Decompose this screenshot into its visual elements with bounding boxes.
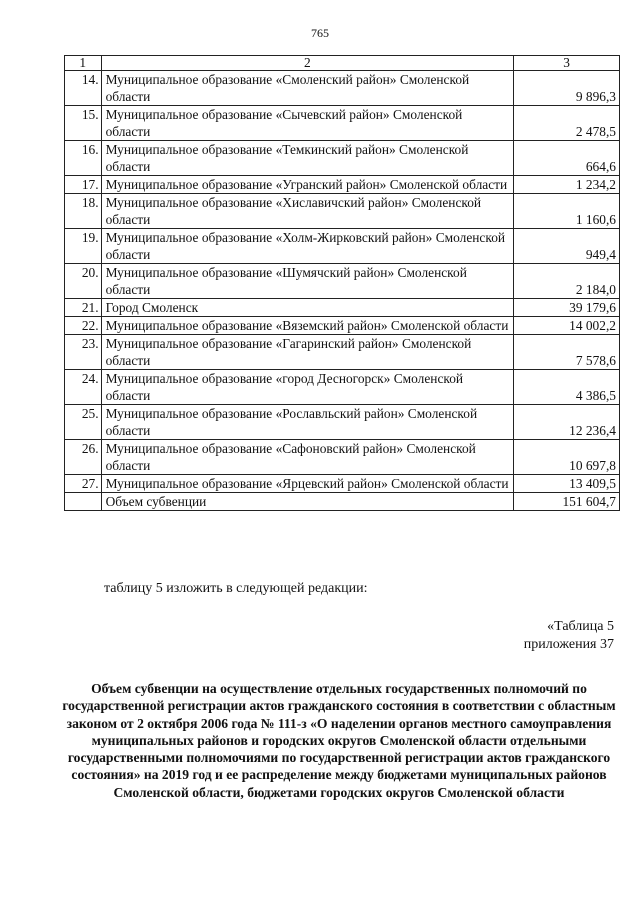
subvention-value: 10 697,8 [514,440,620,475]
table-row [65,264,620,299]
row-number: 24. [65,370,102,405]
row-number: 18. [65,194,102,229]
subvention-value: 12 236,4 [514,405,620,440]
page-number: 765 [311,26,329,40]
table-reference-line-1: «Таблица 5 [547,619,614,634]
table-row [65,194,620,229]
table-row [65,370,620,405]
table-row [65,475,620,493]
municipality-name: Город Смоленск [101,299,514,317]
row-number: 26. [65,440,102,475]
subvention-value: 14 002,2 [514,317,620,335]
subvention-value: 1 234,2 [514,176,620,194]
table-row [65,440,620,475]
municipality-name: Муниципальное образование «город Десногорск» Смоленской области [101,370,514,405]
header-col-1: 1 [65,56,102,71]
section-title: Объем субвенции на осуществление отдельных государственных полномочий по государственной регистрации актов гражданского состояния в соответствии с областным законом от 2 октября 2006 года № 111-з «О наделении органов местного самоуправления муниципальных районов и городских округов Смоленской области отдельными государственными полномочиями по государственной регистрации актов гражданского состояния» на 2019 год и ее распределение между бюджетами муниципальных районов Смоленской области, бюджетами городских округов Смоленской области [62,681,616,800]
header-col-3: 3 [514,56,620,71]
total-value: 151 604,7 [514,493,620,511]
subvention-table [64,55,620,511]
municipality-name: Муниципальное образование «Темкинский район» Смоленской области [101,141,514,176]
municipality-name: Муниципальное образование «Гагаринский район» Смоленской области [101,335,514,370]
table-reference-line-2: приложения 37 [523,637,614,652]
subvention-value: 39 179,6 [514,299,620,317]
municipality-name: Муниципальное образование «Вяземский район» Смоленской области [101,317,514,335]
subvention-value: 2 184,0 [514,264,620,299]
table-row [65,106,620,141]
total-row [65,493,620,511]
table-row [65,176,620,194]
table-row [65,335,620,370]
subvention-value: 4 386,5 [514,370,620,405]
subvention-value: 664,6 [514,141,620,176]
row-number: 27. [65,475,102,493]
subvention-value: 949,4 [514,229,620,264]
table-row [65,405,620,440]
row-number: 16. [65,141,102,176]
header-col-2: 2 [101,56,514,71]
subvention-value: 13 409,5 [514,475,620,493]
table-row [65,299,620,317]
table-row [65,71,620,106]
table-row [65,317,620,335]
municipality-name: Муниципальное образование «Смоленский район» Смоленской области [101,71,514,106]
row-number: 22. [65,317,102,335]
subvention-value: 9 896,3 [514,71,620,106]
row-number: 15. [65,106,102,141]
table-row [65,229,620,264]
municipality-name: Муниципальное образование «Ярцевский район» Смоленской области [101,475,514,493]
table-row [65,141,620,176]
after-table-text: таблицу 5 изложить в следующей редакции: [104,581,368,596]
municipality-name: Муниципальное образование «Сафоновский район» Смоленской области [101,440,514,475]
row-number: 21. [65,299,102,317]
municipality-name: Муниципальное образование «Рославльский район» Смоленской области [101,405,514,440]
municipality-name: Муниципальное образование «Угранский район» Смоленской области [101,176,514,194]
municipality-name: Муниципальное образование «Хиславичский район» Смоленской области [101,194,514,229]
subvention-value: 1 160,6 [514,194,620,229]
total-number-cell [65,493,102,511]
total-label: Объем субвенции [101,493,514,511]
subvention-value: 7 578,6 [514,335,620,370]
row-number: 14. [65,71,102,106]
row-number: 19. [65,229,102,264]
table-header-row [65,56,620,71]
municipality-name: Муниципальное образование «Сычевский район» Смоленской области [101,106,514,141]
row-number: 17. [65,176,102,194]
row-number: 25. [65,405,102,440]
subvention-value: 2 478,5 [514,106,620,141]
row-number: 23. [65,335,102,370]
municipality-name: Муниципальное образование «Холм-Жирковский район» Смоленской области [101,229,514,264]
row-number: 20. [65,264,102,299]
municipality-name: Муниципальное образование «Шумячский район» Смоленской области [101,264,514,299]
